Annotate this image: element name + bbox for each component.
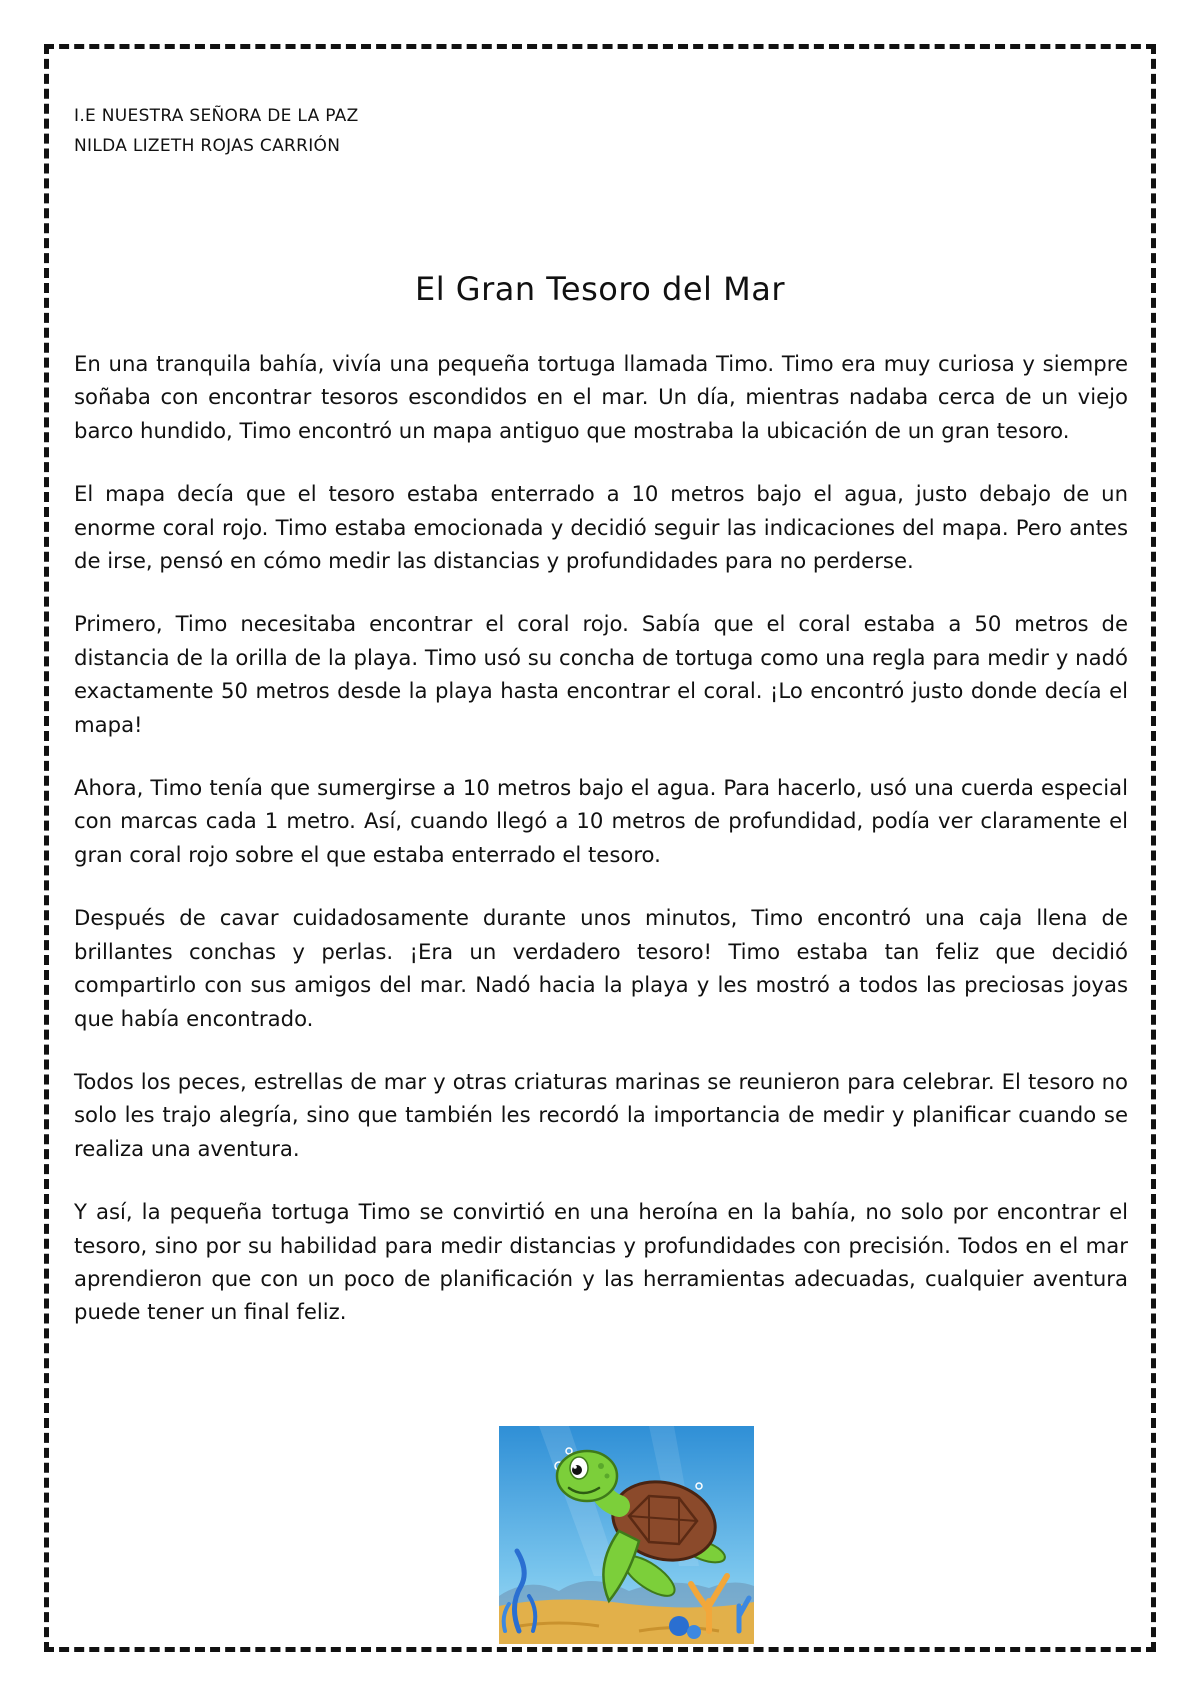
story-paragraph: Después de cavar cuidadosamente durante unos minutos, Timo encontró una caja llena de brillantes conchas y perlas. ¡Era un verdadero tesoro! Timo estaba tan feliz que decidió compartirlo con sus amigos del mar. Nadó hacia la playa y les mostró a todos las preciosas joyas que había encontrado. (74, 905, 1128, 1031)
story-paragraph: Primero, Timo necesitaba encontrar el coral rojo. Sabía que el coral estaba a 50 metros de distancia de la orilla de la playa. Timo usó su concha de tortuga como una regla para medir y nadó exactamente 50 metros desde la playa hasta encontrar el coral. ¡Lo encontró justo donde decía el mapa! (74, 611, 1128, 737)
story-paragraph: Todos los peces, estrellas de mar y otras criaturas marinas se reunieron para celebrar. El tesoro no solo les trajo alegría, sino que también les recordó la importancia de medir y planificar cuando se realiza una aventura. (74, 1068, 1128, 1161)
sea-turtle-icon (499, 1426, 754, 1644)
story-paragraph: Y así, la pequeña tortuga Timo se convirtió en una heroína en la bahía, no solo por encontrar el tesoro, sino por su habilidad para medir distancias y profundidades con precisión. Todos en el mar aprendieron que con un poco de planificación y las herramientas adecuadas, cualquier aventura puede tener un final feliz. (74, 1199, 1128, 1325)
document-header (74, 101, 359, 161)
story-paragraph: En una tranquila bahía, vivía una pequeña tortuga llamada Timo. Timo era muy curiosa y siempre soñaba con encontrar tesoros escondidos en el mar. Un día, mientras nadaba cerca de un viejo barco hundido, Timo encontró un mapa antiguo que mostraba la ubicación de un gran tesoro. (74, 351, 1128, 443)
story-body (74, 347, 1128, 1359)
story-paragraph: Ahora, Timo tenía que sumergirse a 10 metros bajo el agua. Para hacerlo, usó una cuerda especial con marcas cada 1 metro. Así, cuando llegó a 10 metros de profundidad, podía ver claramente el gran coral rojo sobre el que estaba enterrado el tesoro. (74, 775, 1128, 867)
document-title: El Gran Tesoro del Mar (415, 270, 785, 308)
author-name: NILDA LIZETH ROJAS CARRIÓN (74, 136, 341, 156)
story-paragraph: El mapa decía que el tesoro estaba enterrado a 10 metros bajo el agua, justo debajo de un enorme coral rojo. Timo estaba emocionada y decidió seguir las indicaciones del mapa. Pero antes de irse, pensó en cómo medir las distancias y profundidades para no perderse. (74, 481, 1128, 574)
sea-turtle-illustration (499, 1426, 754, 1644)
school-name: I.E NUESTRA SEÑORA DE LA PAZ (74, 106, 359, 126)
